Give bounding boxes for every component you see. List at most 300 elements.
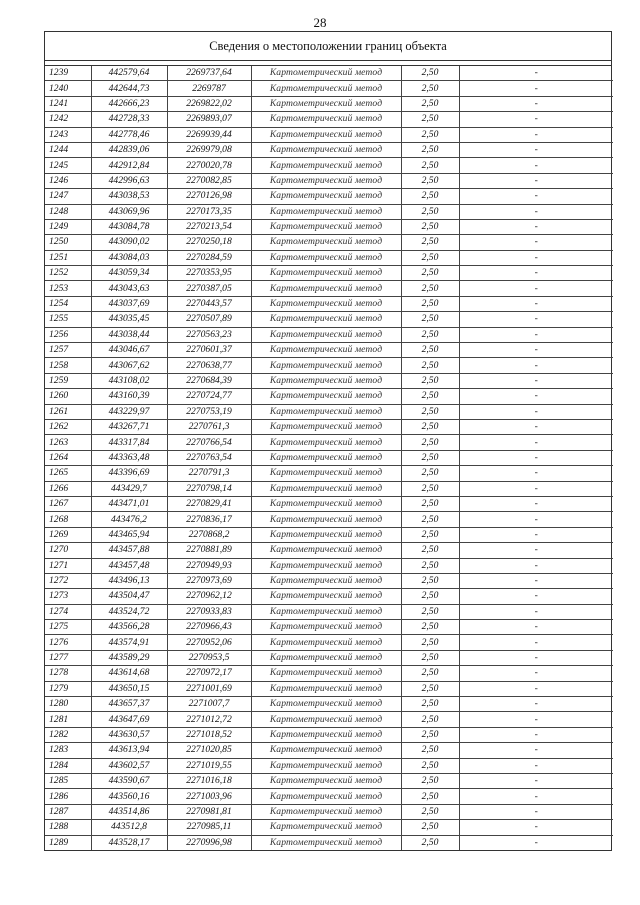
- method-cell: Картометрический метод: [251, 589, 401, 604]
- y-coordinate-cell: 2270829,41: [167, 496, 251, 511]
- accuracy-cell: 2,50: [401, 481, 459, 496]
- y-coordinate-cell: 2269979,08: [167, 142, 251, 157]
- point-number-cell: 1267: [45, 496, 91, 511]
- note-cell: -: [459, 343, 613, 358]
- table-row: [45, 66, 613, 81]
- point-number-cell: 1270: [45, 543, 91, 558]
- table-row: [45, 666, 613, 681]
- note-cell: -: [459, 743, 613, 758]
- method-cell: Картометрический метод: [251, 373, 401, 388]
- x-coordinate-cell: 443647,69: [91, 712, 167, 727]
- y-coordinate-cell: 2270766,54: [167, 435, 251, 450]
- y-coordinate-cell: 2271012,72: [167, 712, 251, 727]
- table-row: [45, 681, 613, 696]
- point-number-cell: 1263: [45, 435, 91, 450]
- table-row: [45, 543, 613, 558]
- point-number-cell: 1277: [45, 650, 91, 665]
- x-coordinate-cell: 443035,45: [91, 312, 167, 327]
- x-coordinate-cell: 442579,64: [91, 66, 167, 81]
- table-row: [45, 758, 613, 773]
- x-coordinate-cell: 443043,63: [91, 281, 167, 296]
- table-row: [45, 389, 613, 404]
- method-cell: Картометрический метод: [251, 466, 401, 481]
- x-coordinate-cell: 443037,69: [91, 296, 167, 311]
- method-cell: Картометрический метод: [251, 681, 401, 696]
- method-cell: Картометрический метод: [251, 189, 401, 204]
- table-row: [45, 358, 613, 373]
- x-coordinate-cell: 443496,13: [91, 573, 167, 588]
- accuracy-cell: 2,50: [401, 712, 459, 727]
- y-coordinate-cell: 2270881,89: [167, 543, 251, 558]
- table-row: [45, 573, 613, 588]
- accuracy-cell: 2,50: [401, 66, 459, 81]
- y-coordinate-cell: 2270868,2: [167, 527, 251, 542]
- accuracy-cell: 2,50: [401, 450, 459, 465]
- note-cell: -: [459, 66, 613, 81]
- note-cell: -: [459, 373, 613, 388]
- y-coordinate-cell: 2270981,81: [167, 804, 251, 819]
- x-coordinate-cell: 443589,29: [91, 650, 167, 665]
- x-coordinate-cell: 443038,44: [91, 327, 167, 342]
- point-number-cell: 1245: [45, 158, 91, 173]
- point-number-cell: 1253: [45, 281, 91, 296]
- y-coordinate-cell: 2270387,05: [167, 281, 251, 296]
- point-number-cell: 1288: [45, 820, 91, 835]
- table-row: [45, 142, 613, 157]
- x-coordinate-cell: 443657,37: [91, 697, 167, 712]
- note-cell: -: [459, 435, 613, 450]
- point-number-cell: 1260: [45, 389, 91, 404]
- accuracy-cell: 2,50: [401, 589, 459, 604]
- note-cell: -: [459, 835, 613, 850]
- note-cell: -: [459, 404, 613, 419]
- y-coordinate-cell: 2270082,85: [167, 173, 251, 188]
- point-number-cell: 1271: [45, 558, 91, 573]
- x-coordinate-cell: 442778,46: [91, 127, 167, 142]
- accuracy-cell: 2,50: [401, 620, 459, 635]
- note-cell: -: [459, 158, 613, 173]
- y-coordinate-cell: 2271007,7: [167, 697, 251, 712]
- method-cell: Картометрический метод: [251, 496, 401, 511]
- y-coordinate-cell: 2270601,37: [167, 343, 251, 358]
- note-cell: -: [459, 312, 613, 327]
- note-cell: -: [459, 512, 613, 527]
- y-coordinate-cell: 2269737,64: [167, 66, 251, 81]
- point-number-cell: 1281: [45, 712, 91, 727]
- x-coordinate-cell: 442666,23: [91, 96, 167, 111]
- note-cell: -: [459, 666, 613, 681]
- note-cell: -: [459, 173, 613, 188]
- x-coordinate-cell: 443067,62: [91, 358, 167, 373]
- x-coordinate-cell: 443524,72: [91, 604, 167, 619]
- point-number-cell: 1243: [45, 127, 91, 142]
- x-coordinate-cell: 443396,69: [91, 466, 167, 481]
- y-coordinate-cell: 2270284,59: [167, 250, 251, 265]
- point-number-cell: 1280: [45, 697, 91, 712]
- method-cell: Картометрический метод: [251, 527, 401, 542]
- y-coordinate-cell: 2269939,44: [167, 127, 251, 142]
- table-body: [45, 66, 613, 850]
- point-number-cell: 1266: [45, 481, 91, 496]
- note-cell: -: [459, 204, 613, 219]
- method-cell: Картометрический метод: [251, 235, 401, 250]
- y-coordinate-cell: 2271018,52: [167, 727, 251, 742]
- y-coordinate-cell: 2269822,02: [167, 96, 251, 111]
- point-number-cell: 1247: [45, 189, 91, 204]
- note-cell: -: [459, 112, 613, 127]
- accuracy-cell: 2,50: [401, 219, 459, 234]
- x-coordinate-cell: 443038,53: [91, 189, 167, 204]
- x-coordinate-cell: 443229,97: [91, 404, 167, 419]
- table-row: [45, 481, 613, 496]
- point-number-cell: 1244: [45, 142, 91, 157]
- y-coordinate-cell: 2270443,57: [167, 296, 251, 311]
- method-cell: Картометрический метод: [251, 81, 401, 96]
- y-coordinate-cell: 2270973,69: [167, 573, 251, 588]
- table-row: [45, 496, 613, 511]
- x-coordinate-cell: 443046,67: [91, 343, 167, 358]
- point-number-cell: 1279: [45, 681, 91, 696]
- accuracy-cell: 2,50: [401, 404, 459, 419]
- method-cell: Картометрический метод: [251, 573, 401, 588]
- table-caption: Сведения о местоположении границ объекта: [45, 32, 611, 61]
- table-row: [45, 127, 613, 142]
- method-cell: Картометрический метод: [251, 743, 401, 758]
- table-row: [45, 466, 613, 481]
- method-cell: Картометрический метод: [251, 435, 401, 450]
- y-coordinate-cell: 2270962,12: [167, 589, 251, 604]
- note-cell: -: [459, 127, 613, 142]
- y-coordinate-cell: 2270791,3: [167, 466, 251, 481]
- x-coordinate-cell: 443267,71: [91, 419, 167, 434]
- point-number-cell: 1269: [45, 527, 91, 542]
- accuracy-cell: 2,50: [401, 266, 459, 281]
- method-cell: Картометрический метод: [251, 404, 401, 419]
- table-row: [45, 773, 613, 788]
- method-cell: Картометрический метод: [251, 219, 401, 234]
- table-row: [45, 697, 613, 712]
- table-row: [45, 727, 613, 742]
- table-row: [45, 820, 613, 835]
- point-number-cell: 1250: [45, 235, 91, 250]
- note-cell: -: [459, 727, 613, 742]
- note-cell: -: [459, 481, 613, 496]
- accuracy-cell: 2,50: [401, 604, 459, 619]
- note-cell: -: [459, 219, 613, 234]
- note-cell: -: [459, 296, 613, 311]
- y-coordinate-cell: 2271016,18: [167, 773, 251, 788]
- point-number-cell: 1258: [45, 358, 91, 373]
- accuracy-cell: 2,50: [401, 204, 459, 219]
- point-number-cell: 1283: [45, 743, 91, 758]
- accuracy-cell: 2,50: [401, 296, 459, 311]
- method-cell: Картометрический метод: [251, 512, 401, 527]
- x-coordinate-cell: 443084,78: [91, 219, 167, 234]
- x-coordinate-cell: 442644,73: [91, 81, 167, 96]
- accuracy-cell: 2,50: [401, 127, 459, 142]
- x-coordinate-cell: 442728,33: [91, 112, 167, 127]
- table-row: [45, 512, 613, 527]
- table-row: [45, 81, 613, 96]
- note-cell: -: [459, 543, 613, 558]
- accuracy-cell: 2,50: [401, 758, 459, 773]
- point-number-cell: 1273: [45, 589, 91, 604]
- accuracy-cell: 2,50: [401, 527, 459, 542]
- accuracy-cell: 2,50: [401, 697, 459, 712]
- accuracy-cell: 2,50: [401, 635, 459, 650]
- y-coordinate-cell: 2270507,89: [167, 312, 251, 327]
- note-cell: -: [459, 450, 613, 465]
- method-cell: Картометрический метод: [251, 312, 401, 327]
- x-coordinate-cell: 443614,68: [91, 666, 167, 681]
- method-cell: Картометрический метод: [251, 343, 401, 358]
- y-coordinate-cell: 2271003,96: [167, 789, 251, 804]
- method-cell: Картометрический метод: [251, 773, 401, 788]
- note-cell: -: [459, 573, 613, 588]
- point-number-cell: 1259: [45, 373, 91, 388]
- table-row: [45, 450, 613, 465]
- x-coordinate-cell: 442996,63: [91, 173, 167, 188]
- point-number-cell: 1249: [45, 219, 91, 234]
- method-cell: Картометрический метод: [251, 666, 401, 681]
- table-row: [45, 204, 613, 219]
- accuracy-cell: 2,50: [401, 512, 459, 527]
- y-coordinate-cell: 2270638,77: [167, 358, 251, 373]
- note-cell: -: [459, 712, 613, 727]
- note-cell: -: [459, 189, 613, 204]
- method-cell: Картометрический метод: [251, 620, 401, 635]
- point-number-cell: 1241: [45, 96, 91, 111]
- table-row: [45, 343, 613, 358]
- y-coordinate-cell: 2270966,43: [167, 620, 251, 635]
- y-coordinate-cell: 2271019,55: [167, 758, 251, 773]
- x-coordinate-cell: 443160,39: [91, 389, 167, 404]
- accuracy-cell: 2,50: [401, 250, 459, 265]
- method-cell: Картометрический метод: [251, 789, 401, 804]
- accuracy-cell: 2,50: [401, 173, 459, 188]
- note-cell: -: [459, 758, 613, 773]
- x-coordinate-cell: 443613,94: [91, 743, 167, 758]
- y-coordinate-cell: 2270949,93: [167, 558, 251, 573]
- note-cell: -: [459, 620, 613, 635]
- note-cell: -: [459, 773, 613, 788]
- note-cell: -: [459, 804, 613, 819]
- method-cell: Картометрический метод: [251, 96, 401, 111]
- x-coordinate-cell: 443059,34: [91, 266, 167, 281]
- point-number-cell: 1242: [45, 112, 91, 127]
- point-number-cell: 1287: [45, 804, 91, 819]
- table-row: [45, 281, 613, 296]
- accuracy-cell: 2,50: [401, 389, 459, 404]
- accuracy-cell: 2,50: [401, 96, 459, 111]
- table-row: [45, 158, 613, 173]
- method-cell: Картометрический метод: [251, 697, 401, 712]
- point-number-cell: 1257: [45, 343, 91, 358]
- table-row: [45, 250, 613, 265]
- note-cell: -: [459, 496, 613, 511]
- method-cell: Картометрический метод: [251, 558, 401, 573]
- point-number-cell: 1252: [45, 266, 91, 281]
- point-number-cell: 1239: [45, 66, 91, 81]
- table-row: [45, 312, 613, 327]
- point-number-cell: 1248: [45, 204, 91, 219]
- y-coordinate-cell: 2270173,35: [167, 204, 251, 219]
- note-cell: -: [459, 820, 613, 835]
- table-row: [45, 712, 613, 727]
- note-cell: -: [459, 681, 613, 696]
- x-coordinate-cell: 443566,28: [91, 620, 167, 635]
- x-coordinate-cell: 443574,91: [91, 635, 167, 650]
- method-cell: Картометрический метод: [251, 758, 401, 773]
- accuracy-cell: 2,50: [401, 312, 459, 327]
- method-cell: Картометрический метод: [251, 327, 401, 342]
- x-coordinate-cell: 443317,84: [91, 435, 167, 450]
- y-coordinate-cell: 2270933,83: [167, 604, 251, 619]
- x-coordinate-cell: 443457,88: [91, 543, 167, 558]
- note-cell: -: [459, 697, 613, 712]
- accuracy-cell: 2,50: [401, 327, 459, 342]
- method-cell: Картометрический метод: [251, 281, 401, 296]
- x-coordinate-cell: 443457,48: [91, 558, 167, 573]
- point-number-cell: 1262: [45, 419, 91, 434]
- table-row: [45, 743, 613, 758]
- point-number-cell: 1240: [45, 81, 91, 96]
- note-cell: -: [459, 589, 613, 604]
- accuracy-cell: 2,50: [401, 419, 459, 434]
- method-cell: Картометрический метод: [251, 835, 401, 850]
- x-coordinate-cell: 443476,2: [91, 512, 167, 527]
- x-coordinate-cell: 443650,15: [91, 681, 167, 696]
- x-coordinate-cell: 443514,86: [91, 804, 167, 819]
- method-cell: Картометрический метод: [251, 727, 401, 742]
- note-cell: -: [459, 558, 613, 573]
- table-row: [45, 527, 613, 542]
- x-coordinate-cell: 443090,02: [91, 235, 167, 250]
- method-cell: Картометрический метод: [251, 635, 401, 650]
- note-cell: -: [459, 527, 613, 542]
- point-number-cell: 1276: [45, 635, 91, 650]
- point-number-cell: 1251: [45, 250, 91, 265]
- accuracy-cell: 2,50: [401, 81, 459, 96]
- method-cell: Картометрический метод: [251, 650, 401, 665]
- accuracy-cell: 2,50: [401, 142, 459, 157]
- table-row: [45, 558, 613, 573]
- method-cell: Картометрический метод: [251, 450, 401, 465]
- note-cell: -: [459, 81, 613, 96]
- note-cell: -: [459, 142, 613, 157]
- point-number-cell: 1282: [45, 727, 91, 742]
- table-row: [45, 173, 613, 188]
- boundary-table-sheet: [44, 31, 612, 851]
- method-cell: Картометрический метод: [251, 127, 401, 142]
- accuracy-cell: 2,50: [401, 773, 459, 788]
- method-cell: Картометрический метод: [251, 250, 401, 265]
- method-cell: Картометрический метод: [251, 173, 401, 188]
- point-number-cell: 1254: [45, 296, 91, 311]
- y-coordinate-cell: 2270763,54: [167, 450, 251, 465]
- point-number-cell: 1284: [45, 758, 91, 773]
- table-row: [45, 650, 613, 665]
- note-cell: -: [459, 789, 613, 804]
- point-number-cell: 1268: [45, 512, 91, 527]
- table-row: [45, 373, 613, 388]
- method-cell: Картометрический метод: [251, 543, 401, 558]
- y-coordinate-cell: 2270213,54: [167, 219, 251, 234]
- note-cell: -: [459, 96, 613, 111]
- y-coordinate-cell: 2270985,11: [167, 820, 251, 835]
- method-cell: Картометрический метод: [251, 419, 401, 434]
- accuracy-cell: 2,50: [401, 158, 459, 173]
- method-cell: Картометрический метод: [251, 358, 401, 373]
- x-coordinate-cell: 443471,01: [91, 496, 167, 511]
- y-coordinate-cell: 2270996,98: [167, 835, 251, 850]
- x-coordinate-cell: 443504,47: [91, 589, 167, 604]
- x-coordinate-cell: 442912,84: [91, 158, 167, 173]
- table-row: [45, 96, 613, 111]
- y-coordinate-cell: 2270020,78: [167, 158, 251, 173]
- x-coordinate-cell: 443084,03: [91, 250, 167, 265]
- method-cell: Картометрический метод: [251, 204, 401, 219]
- point-number-cell: 1261: [45, 404, 91, 419]
- x-coordinate-cell: 443465,94: [91, 527, 167, 542]
- table-row: [45, 835, 613, 850]
- x-coordinate-cell: 443590,67: [91, 773, 167, 788]
- x-coordinate-cell: 443560,16: [91, 789, 167, 804]
- note-cell: -: [459, 358, 613, 373]
- accuracy-cell: 2,50: [401, 835, 459, 850]
- accuracy-cell: 2,50: [401, 496, 459, 511]
- note-cell: -: [459, 250, 613, 265]
- method-cell: Картометрический метод: [251, 158, 401, 173]
- note-cell: -: [459, 281, 613, 296]
- point-number-cell: 1275: [45, 620, 91, 635]
- y-coordinate-cell: 2270126,98: [167, 189, 251, 204]
- table-row: [45, 296, 613, 311]
- method-cell: Картометрический метод: [251, 481, 401, 496]
- y-coordinate-cell: 2270724,77: [167, 389, 251, 404]
- accuracy-cell: 2,50: [401, 281, 459, 296]
- method-cell: Картометрический метод: [251, 66, 401, 81]
- y-coordinate-cell: 2270684,39: [167, 373, 251, 388]
- y-coordinate-cell: 2270353,95: [167, 266, 251, 281]
- accuracy-cell: 2,50: [401, 727, 459, 742]
- y-coordinate-cell: 2270250,18: [167, 235, 251, 250]
- note-cell: -: [459, 235, 613, 250]
- table-row: [45, 804, 613, 819]
- point-number-cell: 1256: [45, 327, 91, 342]
- accuracy-cell: 2,50: [401, 743, 459, 758]
- note-cell: -: [459, 266, 613, 281]
- method-cell: Картометрический метод: [251, 112, 401, 127]
- point-number-cell: 1265: [45, 466, 91, 481]
- accuracy-cell: 2,50: [401, 804, 459, 819]
- x-coordinate-cell: 443069,96: [91, 204, 167, 219]
- table-row: [45, 189, 613, 204]
- y-coordinate-cell: 2270952,06: [167, 635, 251, 650]
- x-coordinate-cell: 443602,57: [91, 758, 167, 773]
- table-row: [45, 620, 613, 635]
- table-row: [45, 789, 613, 804]
- method-cell: Картометрический метод: [251, 712, 401, 727]
- method-cell: Картометрический метод: [251, 389, 401, 404]
- y-coordinate-cell: 2271020,85: [167, 743, 251, 758]
- x-coordinate-cell: 442839,06: [91, 142, 167, 157]
- y-coordinate-cell: 2270953,5: [167, 650, 251, 665]
- y-coordinate-cell: 2270836,17: [167, 512, 251, 527]
- point-number-cell: 1278: [45, 666, 91, 681]
- table-row: [45, 235, 613, 250]
- accuracy-cell: 2,50: [401, 573, 459, 588]
